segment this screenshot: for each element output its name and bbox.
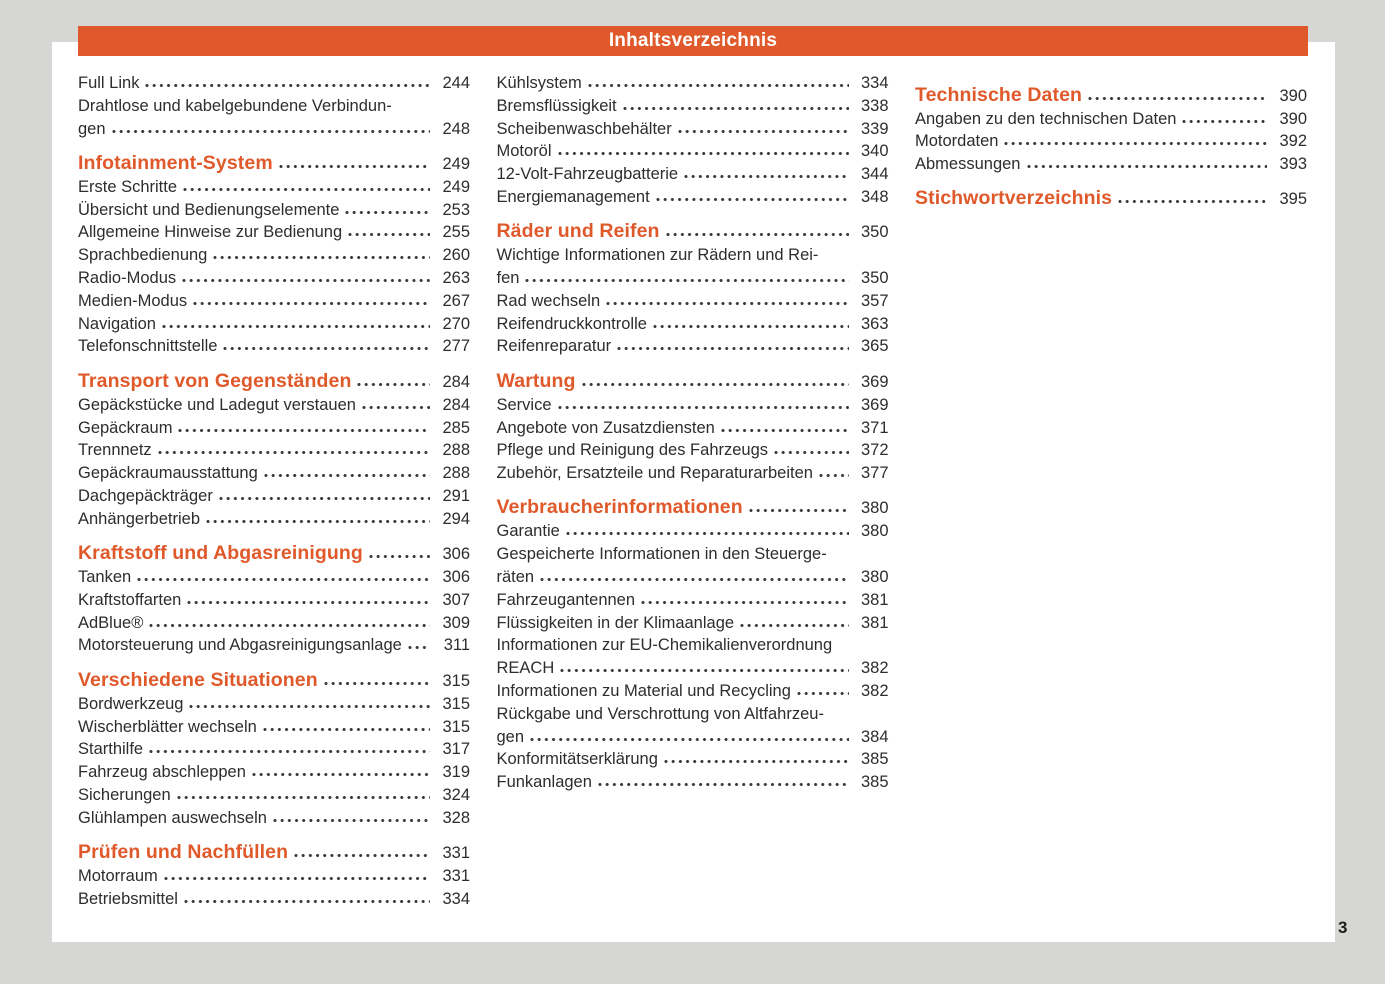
toc-entry [497,748,889,771]
toc-entry-page: 390 [1279,86,1307,105]
toc-entry-page: 385 [860,773,889,792]
toc-entry-wrapped [78,95,470,141]
toc-entry-page: 331 [442,867,470,886]
toc-entry-label-line2: fen [496,269,520,288]
toc-entry-label-line1: Wichtige Informationen zur Rädern und Rei- [496,246,819,265]
dot-leader [605,301,848,306]
dot-leader [663,759,849,764]
toc-entry-label: Kühlsystem [496,74,582,92]
toc-entry-label-line2: REACH [496,659,555,678]
toc-entry-label: Scheibenwaschbehälter [496,119,672,138]
toc-entry-label-line1: Rückgabe und Verschrottung von Altfahrzeu- [496,704,824,723]
toc-entry-page: 324 [442,785,470,804]
toc-entry-label: Abmessungen [915,155,1021,174]
dot-leader [347,232,430,237]
toc-entry [78,313,470,336]
dot-leader [192,301,430,306]
dot-leader [157,450,430,455]
toc-section-heading-label: Stichwortverzeichnis [915,187,1113,210]
toc-entry-label: Sprachbedienung [78,246,208,265]
toc-section-heading-label: Infotainment-System [78,151,273,174]
toc-entry-label: Erste Schritte [78,177,178,196]
toc-entry-page: 311 [443,636,470,655]
toc-entry-label: Radio-Modus [78,269,177,288]
toc-entry-label: Funkanlagen [496,773,592,792]
dot-leader [1003,141,1267,146]
toc-section-heading [78,540,470,566]
dot-leader [218,496,430,501]
toc-entry-label-line2: gen [496,727,525,746]
toc-entry [78,693,470,716]
dot-leader [739,623,848,628]
dot-leader [148,623,430,628]
folio-page-number: 3 [1338,918,1348,937]
toc-section-heading-label: Wartung [496,369,576,392]
toc-entry-label: Navigation [78,314,156,333]
toc-entry [78,634,470,657]
dot-leader [665,232,849,237]
toc-entry [915,130,1307,153]
toc-entry-page: 384 [860,727,889,746]
toc-entry-label: Fahrzeugantennen [496,590,636,609]
dot-leader [262,727,430,732]
toc-entry [497,462,889,485]
dot-leader [616,346,848,351]
toc-entry [78,508,470,531]
toc-entry [78,612,470,635]
toc-section-heading-label: Prüfen und Nachfüllen [78,841,289,864]
dot-leader [818,473,849,478]
toc-entry [78,784,470,807]
toc-section-heading-label: Verschiedene Situationen [78,668,318,691]
dot-leader [559,668,848,673]
toc-entry-page: 309 [442,613,470,632]
toc-section-heading [78,667,470,693]
toc-entry [497,118,889,141]
toc-entry-label: Starthilfe [78,740,144,759]
toc-entry [497,439,889,462]
toc-entry-label: Informationen zu Material und Recycling [496,682,791,701]
toc-entry [78,738,470,761]
toc-entry [78,335,470,358]
dot-leader [148,749,430,754]
toc-entry-page: 249 [442,177,470,196]
toc-section [78,839,470,911]
dot-leader [652,324,849,329]
toc-entry-label: Pflege und Reinigung des Fahrzeugs [496,441,769,460]
dot-leader [144,83,430,88]
toc-entry-page: 331 [442,844,470,863]
toc-entry [497,657,889,680]
toc-entry-page: 381 [860,590,889,609]
toc-entry-label: Sicherungen [78,785,171,804]
toc-entry [78,888,470,911]
toc-entry-label: Tanken [78,568,132,587]
header-bar [78,26,1308,56]
toc-section-heading [78,368,470,394]
toc-entry-label: Wischerblätter wechseln [78,717,257,736]
dot-leader [188,704,430,709]
toc-section-heading-label: Kraftstoff und Abgasreinigung [78,542,363,565]
toc-entry-page: 339 [860,119,889,138]
toc-entry-page: 350 [860,269,889,288]
toc-entry-label: Trennnetz [78,441,152,460]
toc-entry [497,566,889,589]
toc-entry-label: AdBlue® [78,613,144,632]
toc-entry-page: 338 [860,96,889,115]
toc-entry [497,95,889,118]
toc-section-heading [497,494,889,520]
toc-entry-label-line2: räten [496,568,535,587]
toc-entry-page: 340 [860,142,889,161]
toc-entry [78,221,470,244]
toc-section [78,72,470,140]
toc-columns [78,72,1307,911]
toc-section-heading [915,185,1307,211]
dot-leader [177,428,430,433]
dot-leader [163,876,430,881]
toc-entry-page: 288 [442,464,470,483]
toc-entry-label: Bremsflüssigkeit [496,96,617,115]
toc-entry [497,72,889,95]
toc-entry [78,118,470,141]
toc-entry-label: Gepäckstücke und Ladegut verstauen [78,395,356,414]
toc-entry-page: 348 [860,187,889,206]
toc-entry-page: 381 [860,613,889,632]
toc-entry-page: 382 [860,659,889,678]
toc-column [497,72,889,911]
toc-entry-page: 334 [442,889,470,908]
dot-leader [186,600,430,605]
toc-section [497,218,889,358]
toc-entry [497,335,889,358]
toc-entry-label: Konformitätserklärung [496,750,658,769]
toc-entry-page: 334 [860,74,889,92]
dot-leader [1026,164,1268,169]
toc-section [78,368,470,531]
toc-section-heading [78,839,470,865]
toc-entry-page: 363 [860,314,889,333]
toc-entry-page: 255 [442,223,470,242]
toc-entry [497,520,889,543]
toc-entry [497,394,889,417]
toc-section-heading-label: Technische Daten [915,83,1083,106]
toc-section [78,150,470,358]
toc-entry-wrapped [497,634,889,680]
toc-entry-label: Angebote von Zusatzdiensten [496,418,715,437]
page-title: Inhaltsverzeichnis [608,30,778,51]
dot-leader [181,278,430,283]
toc-entry-page: 390 [1279,109,1307,128]
toc-entry-label: Flüssigkeiten in der Klimaanlage [496,613,735,632]
toc-entry-page: 315 [442,671,470,690]
toc-entry-page: 253 [442,200,470,219]
toc-entry-page: 380 [860,568,889,587]
toc-entry-page: 249 [442,154,470,173]
toc-section [497,494,889,794]
toc-section-heading [497,218,889,244]
toc-entry-page: 306 [442,545,470,564]
toc-entry-wrapped [497,703,889,749]
dot-leader [361,405,430,410]
dot-leader [368,554,430,559]
dot-leader [557,151,849,156]
toc-entry-label: Motordaten [915,132,999,151]
toc-section-heading-label: Räder und Reifen [496,220,660,243]
toc-entry [497,771,889,794]
dot-leader [683,174,848,179]
toc-section-heading-label: Verbraucherinformationen [496,496,743,519]
toc-entry [78,244,470,267]
toc-entry [915,153,1307,176]
toc-entry-page: 377 [860,464,889,483]
toc-entry [78,865,470,888]
toc-section [497,72,889,209]
toc-entry-label: Glühlampen auswechseln [78,808,267,827]
toc-entry [497,140,889,163]
toc-entry-label: Medien-Modus [78,291,188,310]
dot-leader [263,473,430,478]
toc-entry [497,186,889,209]
dot-leader [323,681,430,686]
dot-leader [212,255,430,260]
toc-entry-page: 382 [860,682,889,701]
toc-entry-label: Übersicht und Bedienungselemente [78,200,340,219]
toc-entry [78,485,470,508]
dot-leader [720,428,849,433]
toc-column [915,72,1307,911]
toc-entry-label-line1: Gespeicherte Informationen in den Steuerge- [496,545,827,564]
toc-entry-label: Anhängerbetrieb [78,509,201,528]
dot-leader [136,577,430,582]
dot-leader [587,83,849,88]
toc-entry-label: Full Link [78,74,140,92]
dot-leader [557,405,849,410]
toc-entry-label: Motoröl [496,142,552,161]
toc-entry-page: 288 [442,441,470,460]
toc-entry-page: 315 [442,717,470,736]
toc-entry-page: 392 [1279,132,1307,151]
toc-entry [78,176,470,199]
toc-entry [497,313,889,336]
dot-leader [565,531,849,536]
dot-leader [748,508,849,513]
dot-leader [622,106,849,111]
dot-leader [272,818,430,823]
toc-entry-page: 306 [442,568,470,587]
toc-entry-page: 371 [860,418,889,437]
toc-entry [78,199,470,222]
toc-entry-page: 393 [1279,155,1307,174]
dot-leader [278,164,430,169]
dot-leader [796,691,849,696]
toc-entry-label: 12-Volt-Fahrzeugbatterie [496,165,679,184]
dot-leader [1087,96,1267,101]
dot-leader [161,324,430,329]
toc-entry [78,761,470,784]
toc-entry-wrapped [497,543,889,589]
toc-entry-page: 319 [442,763,470,782]
toc-entry-page: 244 [442,74,470,92]
dot-leader [581,382,849,387]
dot-leader [655,197,849,202]
dot-leader [524,278,848,283]
toc-entry-label: Garantie [496,522,560,541]
toc-entry-page: 369 [860,395,889,414]
toc-entry [78,439,470,462]
dot-leader [1181,119,1267,124]
dot-leader [529,737,848,742]
toc-entry-page: 270 [442,314,470,333]
toc-section-heading [915,82,1307,108]
toc-entry-page: 317 [442,740,470,759]
dot-leader [597,782,849,787]
toc-entry-page: 307 [442,590,470,609]
toc-entry-label: Allgemeine Hinweise zur Bedienung [78,223,343,242]
dot-leader [111,129,430,134]
dot-leader [251,772,430,777]
toc-entry [915,108,1307,131]
toc-entry-page: 263 [442,269,470,288]
dot-leader [222,346,430,351]
dot-leader [182,187,430,192]
toc-entry-label: Angaben zu den technischen Daten [915,109,1177,128]
toc-entry-page: 385 [860,750,889,769]
toc-entry-label: Service [496,395,552,414]
toc-entry [78,807,470,830]
toc-entry-page: 372 [860,441,889,460]
toc-entry-page: 380 [860,499,889,518]
toc-entry-page: 267 [442,291,470,310]
toc-entry [497,612,889,635]
toc-entry-label: Bordwerkzeug [78,694,184,713]
toc-entry-label: Dachgepäckträger [78,486,213,505]
toc-section [78,540,470,657]
toc-entry-page: 395 [1279,190,1307,209]
toc-entry-page: 315 [442,694,470,713]
toc-entry-page: 291 [442,486,470,505]
toc-entry-page: 344 [860,165,889,184]
toc-entry-wrapped [497,244,889,290]
toc-section [497,368,889,485]
dot-leader [773,450,848,455]
toc-entry [78,417,470,440]
toc-entry-label-line2: gen [78,119,106,138]
toc-entry-label: Rad wechseln [496,291,601,310]
dot-leader [1117,199,1267,204]
toc-entry-page: 260 [442,246,470,265]
toc-entry-page: 328 [442,808,470,827]
toc-entry [78,566,470,589]
toc-entry [78,589,470,612]
toc-section-heading-label: Transport von Gegenständen [78,369,352,392]
toc-section [915,82,1307,176]
toc-entry [497,267,889,290]
toc-entry-label: Telefonschnittstelle [78,337,218,356]
toc-entry-page: 369 [860,372,889,391]
toc-entry-label: Motorsteuerung und Abgasreinigungsanlage [78,636,402,655]
toc-entry-label: Betriebsmittel [78,889,178,908]
toc-entry [497,589,889,612]
toc-entry [78,462,470,485]
toc-entry-page: 284 [442,395,470,414]
toc-entry-page: 350 [860,223,889,242]
toc-entry-label: Zubehör, Ersatzteile und Reparaturarbeiten [496,464,813,483]
toc-entry-page: 380 [860,522,889,541]
toc-entry [497,680,889,703]
toc-entry-label: Reifendruckkontrolle [496,314,647,333]
dot-leader [539,577,848,582]
dot-leader [205,519,430,524]
toc-entry-page: 365 [860,337,889,356]
toc-entry-label-line1: Informationen zur EU-Chemikalienverordnung [496,636,833,655]
toc-entry-page: 277 [442,337,470,356]
toc-entry-label: Kraftstoffarten [78,590,182,609]
dot-leader [677,129,849,134]
toc-entry-page: 284 [442,372,470,391]
dot-leader [640,600,848,605]
toc-entry [78,716,470,739]
toc-column [78,72,470,911]
toc-entry-page: 294 [442,509,470,528]
dot-leader [344,210,430,215]
toc-entry [497,163,889,186]
toc-entry [497,726,889,749]
dot-leader [356,382,430,387]
toc-entry-label: Motorraum [78,867,158,886]
toc-entry [497,290,889,313]
toc-entry-label: Reifenreparatur [496,337,612,356]
toc-entry [78,267,470,290]
dot-leader [407,645,430,650]
toc-entry-label: Fahrzeug abschleppen [78,763,246,782]
toc-entry-label: Gepäckraum [78,418,173,437]
toc-section-heading [497,368,889,394]
toc-entry [78,72,470,95]
toc-entry-page: 248 [442,119,470,138]
dot-leader [183,899,430,904]
toc-entry-label: Gepäckraumausstattung [78,464,258,483]
toc-entry-page: 357 [860,291,889,310]
dot-leader [293,853,430,858]
toc-entry [497,417,889,440]
dot-leader [176,795,430,800]
toc-section [78,667,470,830]
toc-entry-page: 285 [442,418,470,437]
toc-entry-label-line1: Drahtlose und kabelgebundene Verbindun- [78,96,392,115]
toc-entry [78,394,470,417]
toc-entry-label: Energiemanagement [496,187,650,206]
toc-entry [78,290,470,313]
toc-section-heading [78,150,470,176]
toc-section [915,185,1307,211]
